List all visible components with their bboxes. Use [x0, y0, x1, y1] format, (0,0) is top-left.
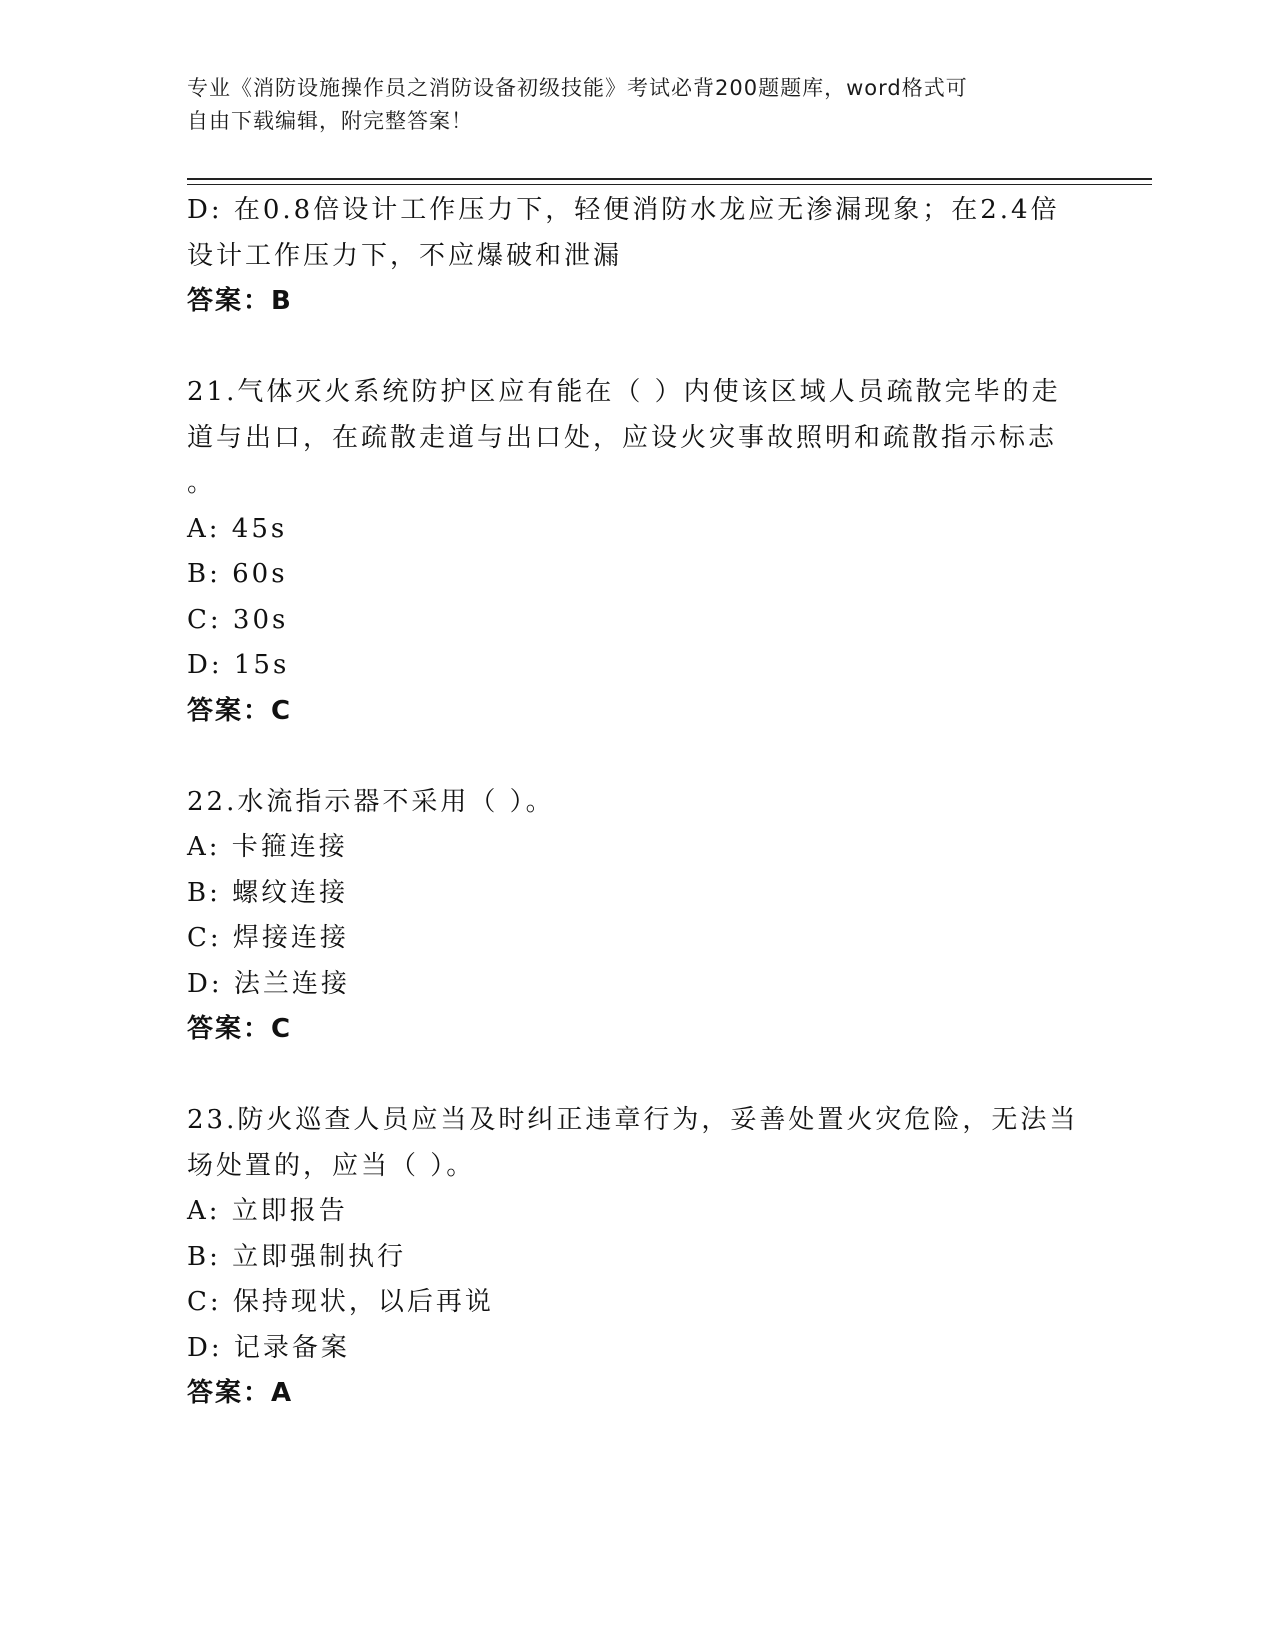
- option-c: C: 保持现状，以后再说: [187, 1287, 494, 1317]
- question-22: [187, 780, 1087, 1053]
- spacer: [187, 1053, 1087, 1099]
- spacer: [187, 325, 1087, 371]
- header-divider-thin: [187, 184, 1152, 185]
- option-b: B: 立即强制执行: [187, 1241, 407, 1272]
- option-d-line-2: 设计工作压力下，不应爆破和泄漏: [187, 240, 623, 271]
- answer-label: 答案：A: [187, 1378, 294, 1408]
- question-stem-line: 22.水流指示器不采用（ ）。: [187, 786, 555, 817]
- header-line-2: 自由下载编辑，附完整答案！: [187, 109, 473, 133]
- spacer: [187, 734, 1087, 780]
- question-20-tail: [187, 188, 1087, 325]
- option-d: D: 记录备案: [187, 1332, 350, 1363]
- question-stem-line: 23.防火巡查人员应当及时纠正违章行为，妥善处置火灾危险，无法当: [187, 1105, 1079, 1135]
- question-stem-line: 21.气体灭火系统防护区应有能在（ ）内使该区域人员疏散完毕的走: [187, 377, 1061, 407]
- answer-label: 答案：B: [187, 286, 293, 316]
- answer-label: 答案：C: [187, 1014, 293, 1044]
- option-a: A: 45s: [187, 513, 288, 544]
- question-stem-line: 。: [187, 468, 217, 498]
- option-d: D: 法兰连接: [187, 968, 350, 999]
- option-d-line-1: D: 在0.8倍设计工作压力下，轻便消防水龙应无渗漏现象；在2.4倍: [187, 195, 1060, 225]
- question-23: [187, 1098, 1087, 1417]
- question-stem-line: 场处置的，应当（ ）。: [187, 1150, 476, 1181]
- option-b: B: 螺纹连接: [187, 877, 349, 908]
- header-line-1: 专业《消防设施操作员之消防设备初级技能》考试必背200题题库，word格式可: [187, 76, 968, 100]
- option-b: B: 60s: [187, 559, 288, 589]
- option-d: D: 15s: [187, 650, 290, 680]
- document-header: [187, 72, 1067, 138]
- header-divider-thick: [187, 178, 1152, 180]
- option-c: C: 30s: [187, 604, 289, 635]
- question-21: [187, 370, 1087, 734]
- option-a: A: 立即报告: [187, 1196, 348, 1226]
- option-a: A: 卡箍连接: [187, 832, 348, 862]
- option-c: C: 焊接连接: [187, 923, 349, 953]
- question-stem-line: 道与出口，在疏散走道与出口处，应设火灾事故照明和疏散指示标志: [187, 422, 1058, 453]
- question-content: [187, 188, 1087, 1417]
- answer-label: 答案：C: [187, 695, 293, 726]
